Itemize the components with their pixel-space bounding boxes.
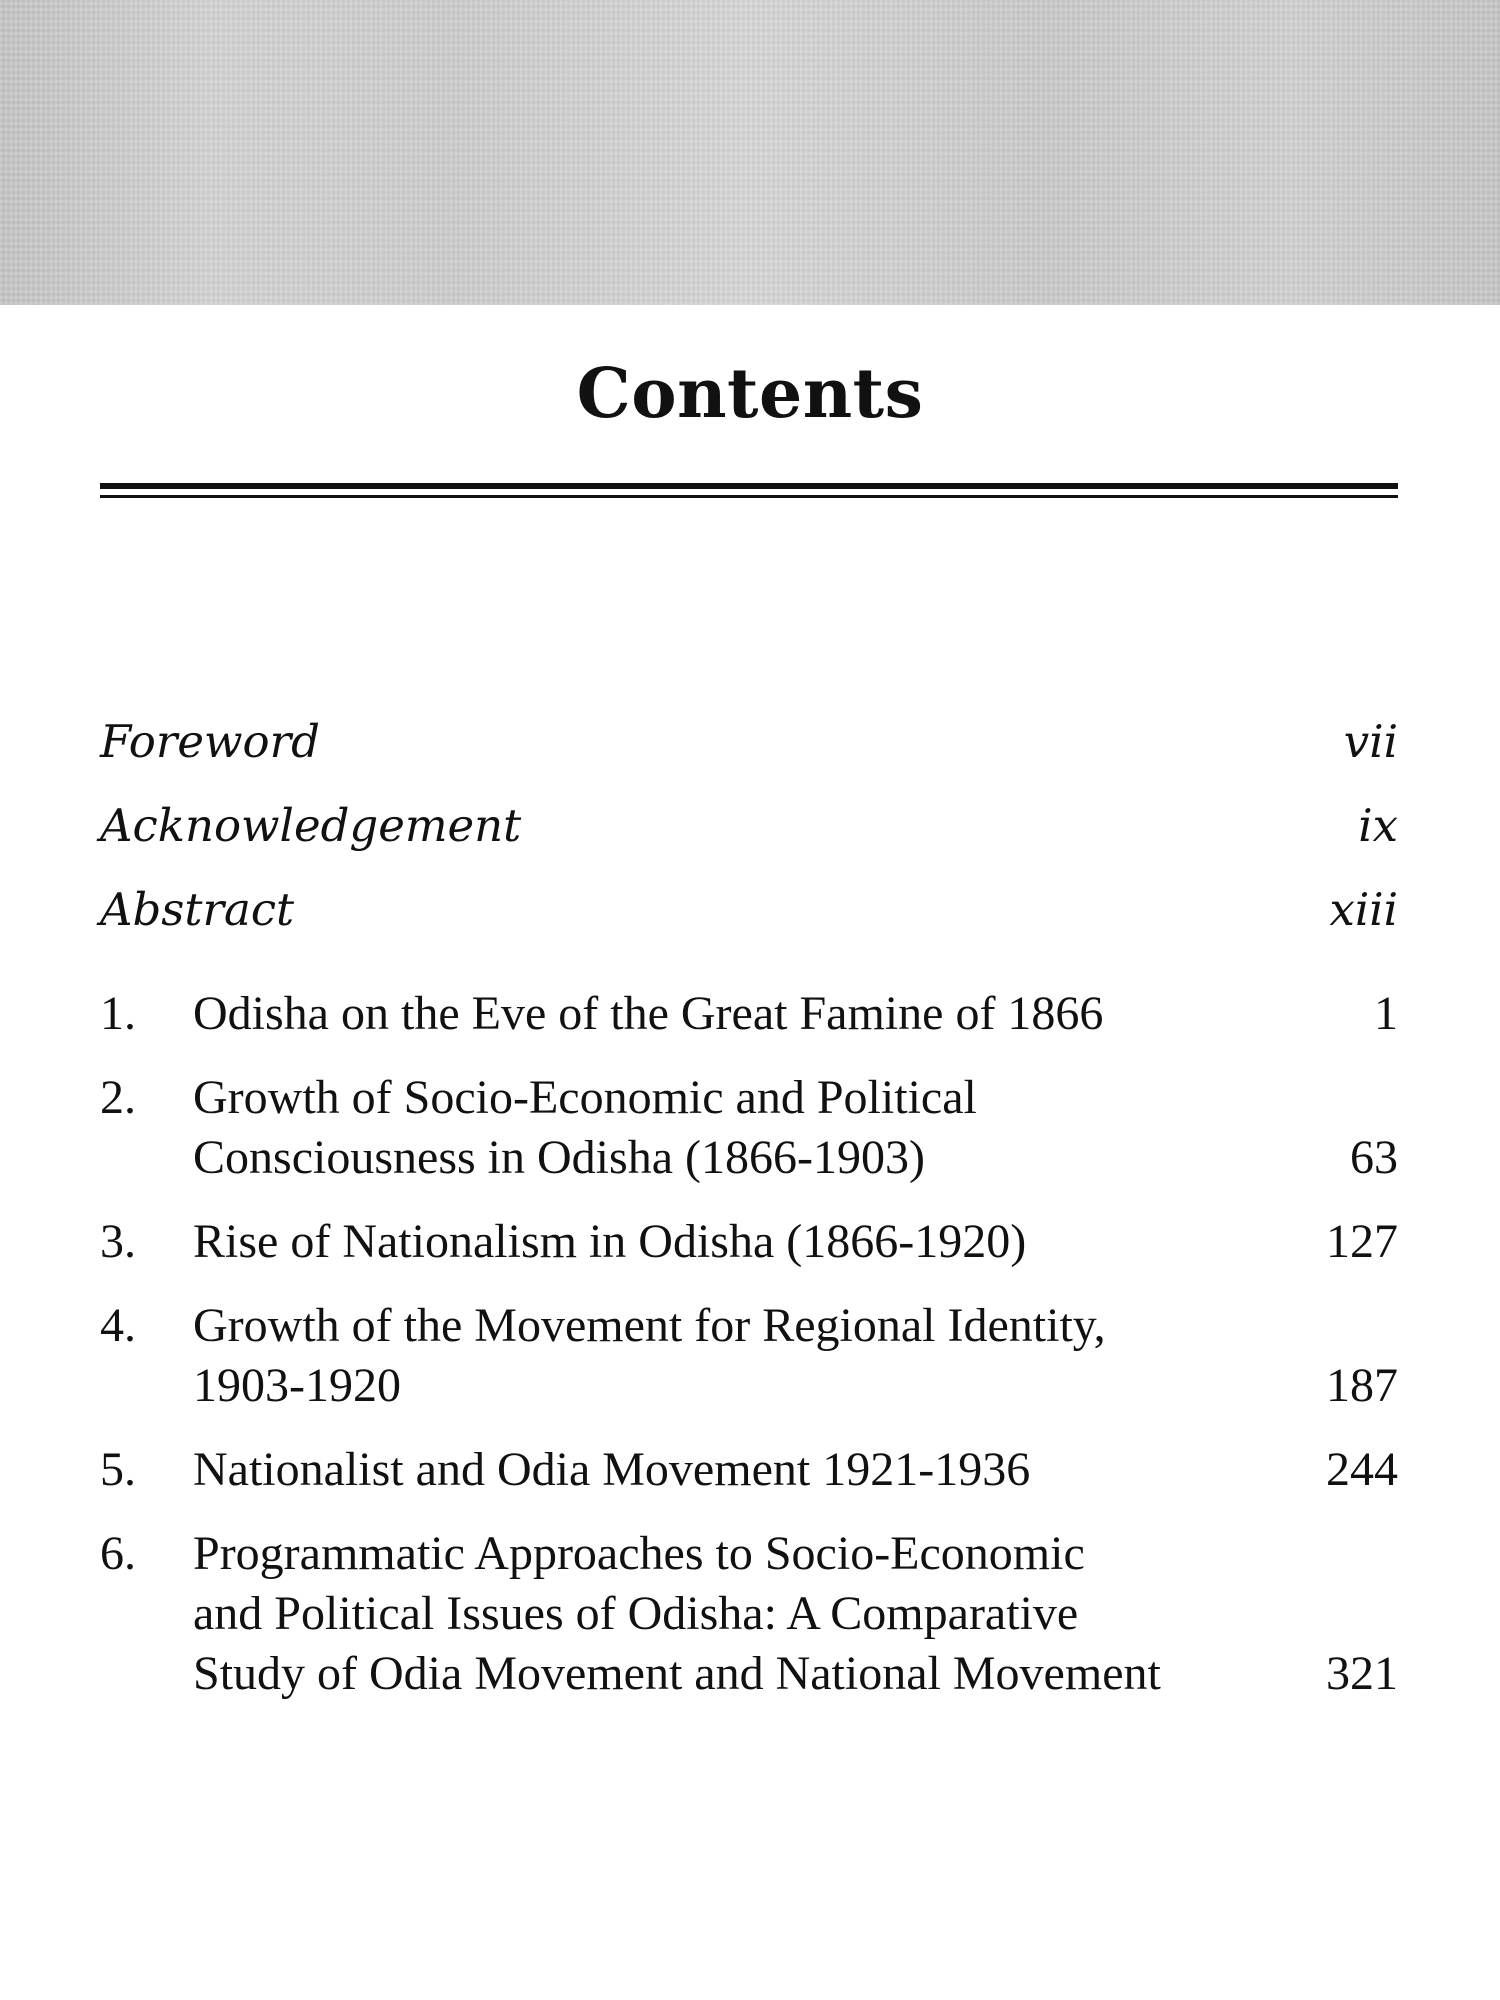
chapter-number: 6. xyxy=(100,1527,136,1580)
chapter-number: 3. xyxy=(100,1215,136,1268)
toc-chapter-6[interactable] xyxy=(100,1524,1398,1704)
table-of-contents xyxy=(100,700,1398,1728)
toc-entry-page: xiii xyxy=(1329,883,1398,936)
toc-spacer xyxy=(100,952,1398,984)
toc-entry-acknowledgement[interactable] xyxy=(100,784,1398,868)
toc-chapter-1[interactable] xyxy=(100,984,1398,1044)
toc-entry-title: Abstract xyxy=(100,883,295,936)
chapter-title: Programmatic Approaches to Socio-Economic and Political Issues of Odisha: A Comparative Study of Odia Movement and National Movement xyxy=(193,1527,1161,1700)
chapter-title: Nationalist and Odia Movement 1921-1936 xyxy=(193,1443,1031,1496)
chapter-number: 5. xyxy=(100,1443,136,1496)
chapter-title: Odisha on the Eve of the Great Famine of 1866 xyxy=(193,987,1104,1040)
chapter-title: Growth of the Movement for Regional Identity, 1903-1920 xyxy=(193,1299,1106,1412)
toc-entry-page: ix xyxy=(1358,799,1398,852)
page-header-band xyxy=(0,0,1500,305)
chapter-number: 4. xyxy=(100,1299,136,1352)
chapter-page: 321 xyxy=(1326,1647,1398,1700)
toc-entry-page: vii xyxy=(1343,715,1398,768)
chapter-page: 127 xyxy=(1326,1215,1398,1268)
chapter-number: 2. xyxy=(100,1071,136,1124)
toc-chapter-4[interactable] xyxy=(100,1296,1398,1416)
toc-chapter-2[interactable] xyxy=(100,1068,1398,1188)
toc-entry-title: Acknowledgement xyxy=(100,799,522,852)
chapter-title: Growth of Socio-Economic and Political Consciousness in Odisha (1866-1903) xyxy=(193,1071,977,1184)
title-rule-thick xyxy=(100,483,1398,489)
chapter-page: 187 xyxy=(1326,1359,1398,1412)
toc-chapter-5[interactable] xyxy=(100,1440,1398,1500)
chapter-page: 1 xyxy=(1374,987,1398,1040)
toc-chapter-3[interactable] xyxy=(100,1212,1398,1272)
page-title: Contents xyxy=(576,354,924,434)
title-rule-thin xyxy=(100,495,1398,498)
chapter-page: 244 xyxy=(1326,1443,1398,1496)
toc-entry-abstract[interactable] xyxy=(100,868,1398,952)
toc-entry-foreword[interactable] xyxy=(100,700,1398,784)
chapter-number: 1. xyxy=(100,987,136,1040)
chapter-title: Rise of Nationalism in Odisha (1866-1920) xyxy=(193,1215,1027,1268)
chapter-page: 63 xyxy=(1350,1131,1398,1184)
toc-entry-title: Foreword xyxy=(100,715,320,768)
